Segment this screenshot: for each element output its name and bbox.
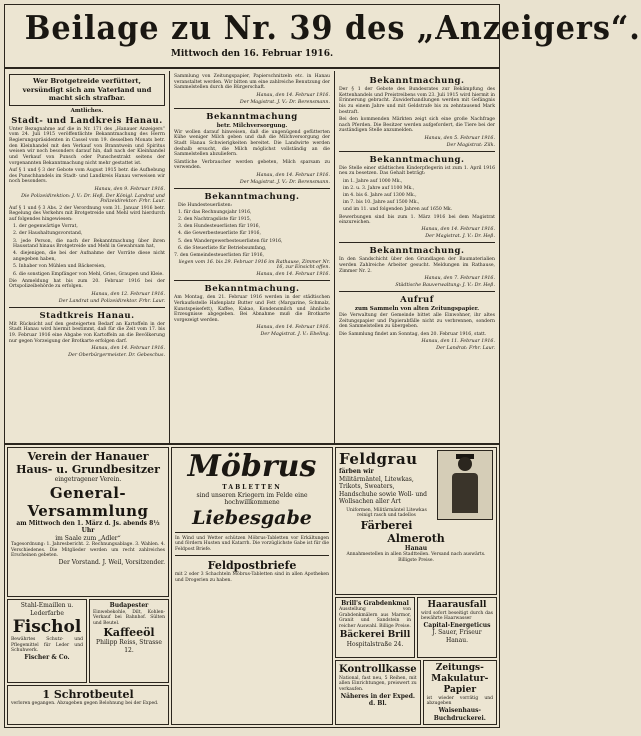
ad-budapest-head: Budapester: [109, 602, 149, 609]
list-item: im 7. bis 10. Jahre auf 1500 Mk.,: [343, 200, 420, 206]
paragraph: Unter Bezugnahme auf die in Nr. 171 des „Hanauer Anzeigers“ vom 24. Juli 1915 veröffentlichte Bekanntmachung des Herrn Regierungspräsidenten in Cassel vom 19. desselben Monats betr. den Kleinhandel mit den Verkauf von Branntwein und Spiritus weisen wir noch besonders darauf hin, daß nach der Kleinhandel und Verkauf von Punsch oder Punschextrakt seitens der vorgenannten Bekanntmachung nicht mehr gestattet ist.: [9, 126, 165, 166]
announcement-heading: Bekanntmachung.: [369, 246, 465, 257]
signature: Der Magistrat. J. V.: Dr. Berensmann.: [239, 99, 330, 105]
ad-mobrus-footer: Feldpostbriefe: [207, 559, 297, 573]
ad-mobrus-brand: Möbrus: [187, 449, 317, 484]
date-line: Hanau, den 14. Februar 1916.: [421, 227, 495, 233]
ad-feldgrau-loc: Hanau: [404, 544, 428, 552]
ad-verein-body: Tagesordnung: 1. Jahresbericht. 2. Rechnungsablage. 3. Wahlen. 4. Verschiedenes. Die Mitglieder werden um recht zahlreiches Erscheinen gebeten.: [11, 542, 165, 559]
paragraph: Der § 1 der Gebote des Bundesrates zur Bekämpfung des Kettenhandels und Preistreibens vom 23. Juli 1915 wird hiermit in Erinnerung gebracht. Zuwiderhandlungen werden mit Gefängnis bis zu einem Jahre und mit Geldstrafe bis zu zehntausend Mark bestraft.: [339, 87, 495, 115]
ad-verein-when: am Mittwoch den 1. März d. Js. abends 8½ Uhr: [16, 519, 160, 534]
ad-kontrollkasse-addr: Näheres in der Exped. d. Bl.: [340, 692, 416, 708]
column-2: [169, 71, 334, 443]
ad-brill-title: Brill's Grabdenkmal: [341, 599, 409, 607]
ad-mobrus-word: Liebesgabe: [192, 506, 312, 529]
ad-mobrus-text: In Wind und Wetter schützen Möbrus-Tabletten vor Erkältungen und fördern Husten und Katarrh. Die vorzüglichste Gabe ist für die Feldpost Briefe.: [175, 535, 329, 552]
date-line: Hanau, den 14. Februar 1916.: [91, 345, 165, 351]
ad-mobrus-pill: TABLETTEN: [222, 484, 282, 491]
appeal-subheading: zum Sammeln von alten Zeitungspapier.: [354, 306, 480, 313]
ad-verein-where: im Saale zum „Adler“: [55, 534, 121, 542]
list-item: 5. den Wandergewerbesteuerlisten für 1916,: [178, 238, 283, 244]
announcement-heading: Bekanntmachung.: [204, 284, 300, 295]
advertisements: [5, 445, 499, 727]
announcement-heading: Bekanntmachung: [206, 111, 298, 122]
paragraph: Die Verwaltung der Gemeinde bittet alle Einwohner, ihr altes Zeitungspapier und Papierabfälle nicht zu verbrennen, sondern den Sammelstellen zu übergeben.: [339, 313, 495, 330]
signature: Der Landrat und Polizeidirektor. Frhr. Laur.: [58, 298, 165, 304]
paragraph: Die Sammlung findet am Sonntag, den 20. Februar 1916, statt.: [339, 331, 487, 337]
column-1-heading-2: Stadtkreis Hanau.: [39, 310, 135, 321]
masthead-dateline: Mittwoch den 16. Februar 1916.: [170, 49, 334, 59]
paragraph: Sammlung von Zeitungspapier, Papierschnitzeln etc. in Hanau veranstaltet werden. Wir bitten um eine zahlreiche Benutzung der Sammelstellen durch die Bürgerschaft.: [174, 74, 330, 91]
list-item: Die Hundesteuerlisten:: [178, 202, 233, 208]
appeal-heading: Aufruf: [400, 295, 434, 306]
paragraph: Wir wollen darauf hinweisen, daß die ungenügend gefütterten Kühe weniger Milch geben und daß die Milchversorgung der Stadt Hanau Schwierigkeiten bereitet. Die Landwirte werden deshalb ersucht, die Milch möglichst vollständig an die Sammelstellen abzuliefern.: [174, 129, 330, 158]
ad-feldgrau-lines: Militärmäntel, Litewkas, Trikots, Sweaters, Handschuhe sowie Woll- und Wollsachen aller Art: [339, 475, 427, 505]
ad-column-left: [7, 447, 169, 725]
ad-haarausfall: [417, 597, 497, 658]
ad-zeitungspapier: [423, 660, 497, 725]
paragraph: Mit Rücksicht auf den gesteigerten Bedarf an Kartoffeln in der Stadt Hanau wird hiermit bestimmt, daß für die Zeit vom 17. bis 19. Februar 1916 eine Abgabe von Kartoffeln an die Bevölkerung nur gegen Vorzeigung der Brotkarte erfolgen darf.: [9, 321, 165, 344]
list-item: 4. die Gewerbesteuerliste für 1916,: [178, 231, 261, 237]
ad-feldgrau: [335, 447, 497, 595]
newspaper-page: [4, 4, 641, 728]
ad-column-middle: [171, 447, 333, 725]
list-item: 5. Inhaber von Mühlen und Bäckereien,: [13, 264, 106, 270]
date-line: Hanau, den 14. Februar 1916.: [256, 172, 330, 178]
ad-budapest-body: Einwebekohle, Dilt, Kohlen-Verkauf bei Bahnhof. Sülten und Beutel.: [93, 609, 165, 626]
signature: Der Magistrat. J. V.: Ebeling.: [260, 332, 330, 338]
signature: Der Magistrat. J. V.: Dr. Berensmann.: [239, 179, 330, 185]
ad-budapest: [89, 599, 169, 683]
paragraph: Am Montag, den 21. Februar 1916 werden in der städtischen Verkaufsstelle Hafenplatz Butter und Fett (Margarine, Schmalz, Kunstspeisefett), Kaffee, Kakao, Kondensmilch und ähnliche Erzeugnisse abgegeben. Bei Abnahme muß die Brotkarte vorgezeigt werden.: [174, 295, 330, 323]
date-line: Hanau, den 14. Februar 1916.: [256, 325, 330, 331]
ad-feldgrau-firm: Färberei Almeroth: [360, 518, 445, 545]
ad-haarausfall-title: Haarausfall: [427, 599, 487, 610]
list-item: 1. der gegenwärtige Vorrat,: [13, 224, 78, 230]
ad-kontrollkasse: [335, 660, 421, 725]
ad-haarausfall-sign: J. Sauer, Friseur Hanau.: [432, 629, 482, 644]
ad-fischol-pre: Stahl-Emaillen u. Lederfarbe: [20, 602, 74, 617]
masthead: [5, 5, 641, 69]
warning-box: [9, 74, 165, 106]
ad-kontrollkasse-body: National, fast neu, 5 Reihen, mit allen Einrichtungen, preiswert zu verkaufen.: [339, 675, 417, 692]
signature: Der Magistrat. J. V.: Dr. Heß.: [425, 234, 495, 240]
announcement-heading: Bekanntmachung.: [369, 154, 465, 165]
list-item: 6. die Steuerliste für Betriebsumfang,: [178, 245, 267, 251]
signature: Der Magistrat: Zilk.: [446, 142, 495, 148]
list-item: und im 11. und folgenden Jahren auf 1650 Mk.: [343, 207, 453, 213]
masthead-title: Beilage zu Nr. 39 des „Anzeigers“.: [24, 8, 641, 47]
ad-mobrus: [171, 447, 333, 725]
paragraph: Die Anmeldung hat bis zum 20. Februar 1916 bei der Ortspolizeibehörde zu erfolgen.: [9, 278, 165, 290]
paragraph: Sämtliche Verbraucher werden gebeten, Milch sparsam zu verwenden.: [174, 159, 330, 171]
ad-haarausfall-brand: Capital-Energeticus: [423, 621, 491, 629]
ad-fischol: [7, 599, 87, 683]
ad-budapest-sign: Philipp Reiss, Strasse 12.: [96, 639, 162, 654]
list-item: 1. für das Rechnungsjahr 1916,: [178, 209, 252, 215]
paragraph: Die Stelle einer städtischen Kinderpflegerin ist zum 1. April 1916 neu zu besetzen. Das Gehalt beträgt:: [339, 165, 495, 177]
paragraph: Auf § 1 und § 3 Abs. 2 der Verordnung vom 31. Januar 1916 betr. Regelung des Verkehrs mit Brotgetreide und Mehl wird hierdurch auf folgendes hingewiesen:: [9, 205, 165, 222]
paragraph: In den Sandschicht über den Grundlagen der Baumaterialien werden Zahlreiche Arbeiter gesucht. Meldungen im Rathause, Zimmer Nr. 2.: [339, 257, 495, 274]
ad-kontrollkasse-title: Kontrollkasse: [339, 663, 417, 675]
date-line: Hanau, den 11. Februar 1916.: [421, 338, 495, 344]
date-line: Hanau, den 14. Februar 1916.: [256, 92, 330, 98]
ad-mobrus-footer-small: mit 2 oder 3 Schachteln Möbrus-Tabletten sind in allen Apotheken und Drogerien zu haben.: [175, 572, 329, 583]
ad-schrotbeutel-body: verloren gegangen. Abzugeben gegen Belohnung bei der Exped.: [11, 701, 159, 706]
ad-brill-body: Ausstellung von Grabdenkmälern aus Marmor, Granit und Sandstein in reicher Auswahl. Billige Preise.: [339, 607, 411, 630]
ad-verein-subtitle: eingetragener Verein.: [54, 476, 122, 483]
list-item: 2. den Nachtragsliste für 1915,: [178, 216, 252, 222]
list-item: 4. diejenigen, die bei der Aufnahme der Vorräte diese nicht angegeben haben,: [13, 251, 165, 263]
announcement-heading: Bekanntmachung.: [204, 191, 300, 202]
list-item: 3. jede Person, die nach der Bekanntmachung über ihren Hausstand hinaus Brotgetreide und Mehl in Gewahrsam hat,: [13, 238, 165, 250]
ad-verein-title: Verein der Hanauer Haus- u. Grundbesitzer: [16, 450, 160, 476]
ad-haarausfall-body: wird sofort beseitigt durch das bewährte Haarwasser: [421, 610, 493, 622]
ad-budapest-shop: Kaffeeöl: [103, 626, 155, 640]
ad-feldgrau-badge: Uniformen, Militärmäntel Litewkas reinigt rasch und tadellos: [346, 507, 427, 519]
date-line: Hanau, den 9. Februar 1916.: [94, 186, 165, 192]
signature: Der Landrat: Frhr. Laur.: [436, 345, 495, 351]
ad-schrotbeutel-title: 1 Schrotbeutel: [42, 688, 134, 701]
date-line: Hanau, den 12. Februar 1916.: [91, 291, 165, 297]
ad-zeitungspapier-body: ist wieder vorrätig und abzugeben: [426, 695, 493, 707]
ad-mobrus-slogan: sind unseren Kriegern im Felde eine hochwillkommene: [196, 491, 308, 506]
date-line: Hanau, den 7. Februar 1916.: [424, 276, 495, 282]
ad-verein-sign: Der Vorstand. J. Weil, Vorsitzender.: [58, 558, 165, 566]
ad-brill-street: Hospitalstraße 24.: [346, 640, 404, 648]
list-item: im 1. Jahre auf 1000 Mk.,: [343, 178, 403, 184]
section-label: Amtliches.: [70, 107, 104, 114]
article-columns: [5, 71, 499, 445]
signature: Die Polizeidirektion: J. V.: Dr. Heß. Der Königl. Landrat und Polizeidirektor: Frhr. Laur.: [21, 193, 165, 204]
ad-brill-name: Bäckerei Brill: [339, 629, 411, 640]
ad-feldgrau-footer: Annahmestellen in allen Stadtteilen. Versand nach auswärts. Billigste Preise.: [346, 552, 486, 563]
paragraph: Bewerbungen sind bis zum 1. März 1916 bei dem Magistrat einzureichen.: [339, 214, 495, 226]
paragraph: Bei den kommenden Märkten zeigt sich eine große Nachfrage nach Pferden. Die Besitzer werden aufgefordert, die Tiere bei der zuständigen Stelle anzumelden.: [339, 117, 495, 134]
soldier-illustration-icon: [437, 450, 493, 520]
ad-column-right: [335, 447, 497, 725]
column-1-heading: Stadt- und Landkreis Hanau.: [11, 115, 163, 126]
ad-zeitungspapier-firm: Waisenhaus-Buchdruckerei.: [433, 707, 486, 722]
ad-fischol-body: Bewährtes Schutz- und Pflegemittel für Leder und Schuhwerk.: [11, 637, 83, 654]
list-item: 6. die sonstigen Empfänger von Mehl, Gries, Graupen und Kleie.: [13, 271, 164, 277]
ad-feldgrau-sub: färben wir: [339, 468, 374, 475]
column-1: [5, 71, 169, 443]
list-item: im 2. u. 3. Jahre auf 1100 Mk.,: [343, 185, 415, 191]
warning-text: Wer Brotgetreide verfüttert, versündigt sich am Vaterland und macht sich strafbar.: [22, 77, 152, 102]
announcement-heading: Bekanntmachung.: [369, 76, 465, 86]
paragraph: 7. den Gemeindesteuerlisten für 1916,: [174, 252, 265, 258]
date-line: liegen vom 16. bis 29. Februar 1916 im Rathause, Zimmer Nr. 16, zur Einsicht offen.: [178, 260, 330, 271]
list-item: 3. den Hundesteuerlisten für 1916,: [178, 224, 261, 230]
ad-fischol-brand: Fischol: [12, 617, 82, 637]
paragraph: Auf § 1 und § 3 der Gebote vom August 1915 betr. die Aufhebung des Punschhandels im Stadt- und Landkreis Hanau verweisen wir noch besonders.: [9, 167, 165, 185]
date-line: Hanau, den 5. Februar 1916.: [424, 135, 495, 141]
ad-schrotbeutel: [7, 685, 169, 725]
ad-feldgrau-title: Feldgrau: [339, 450, 418, 468]
signature: Städtische Bauverwaltung: J. V.: Dr. Heß.: [395, 283, 495, 289]
ad-zeitungspapier-title: Zeitungs-Makulatur-Papier: [431, 662, 489, 695]
list-item: im 4. bis 6. Jahre auf 1300 Mk.,: [343, 192, 417, 198]
ad-brill: [335, 597, 415, 658]
column-3: [334, 71, 499, 443]
ad-fischol-sign: Fischer & Co.: [24, 653, 70, 661]
ad-verein-event: General-Versammlung: [27, 483, 149, 520]
column-1-paragraphs: [9, 127, 165, 304]
list-item: 2. der Haushaltungsvorstand,: [13, 231, 83, 237]
ad-verein: [7, 447, 169, 597]
signature: Hanau, den 14. Februar 1916.: [256, 272, 330, 278]
signature: Der Oberbürgermeister. Dr. Gebeschus.: [68, 352, 165, 358]
announcement-subheading: betr. Milchversorgung.: [216, 122, 288, 129]
